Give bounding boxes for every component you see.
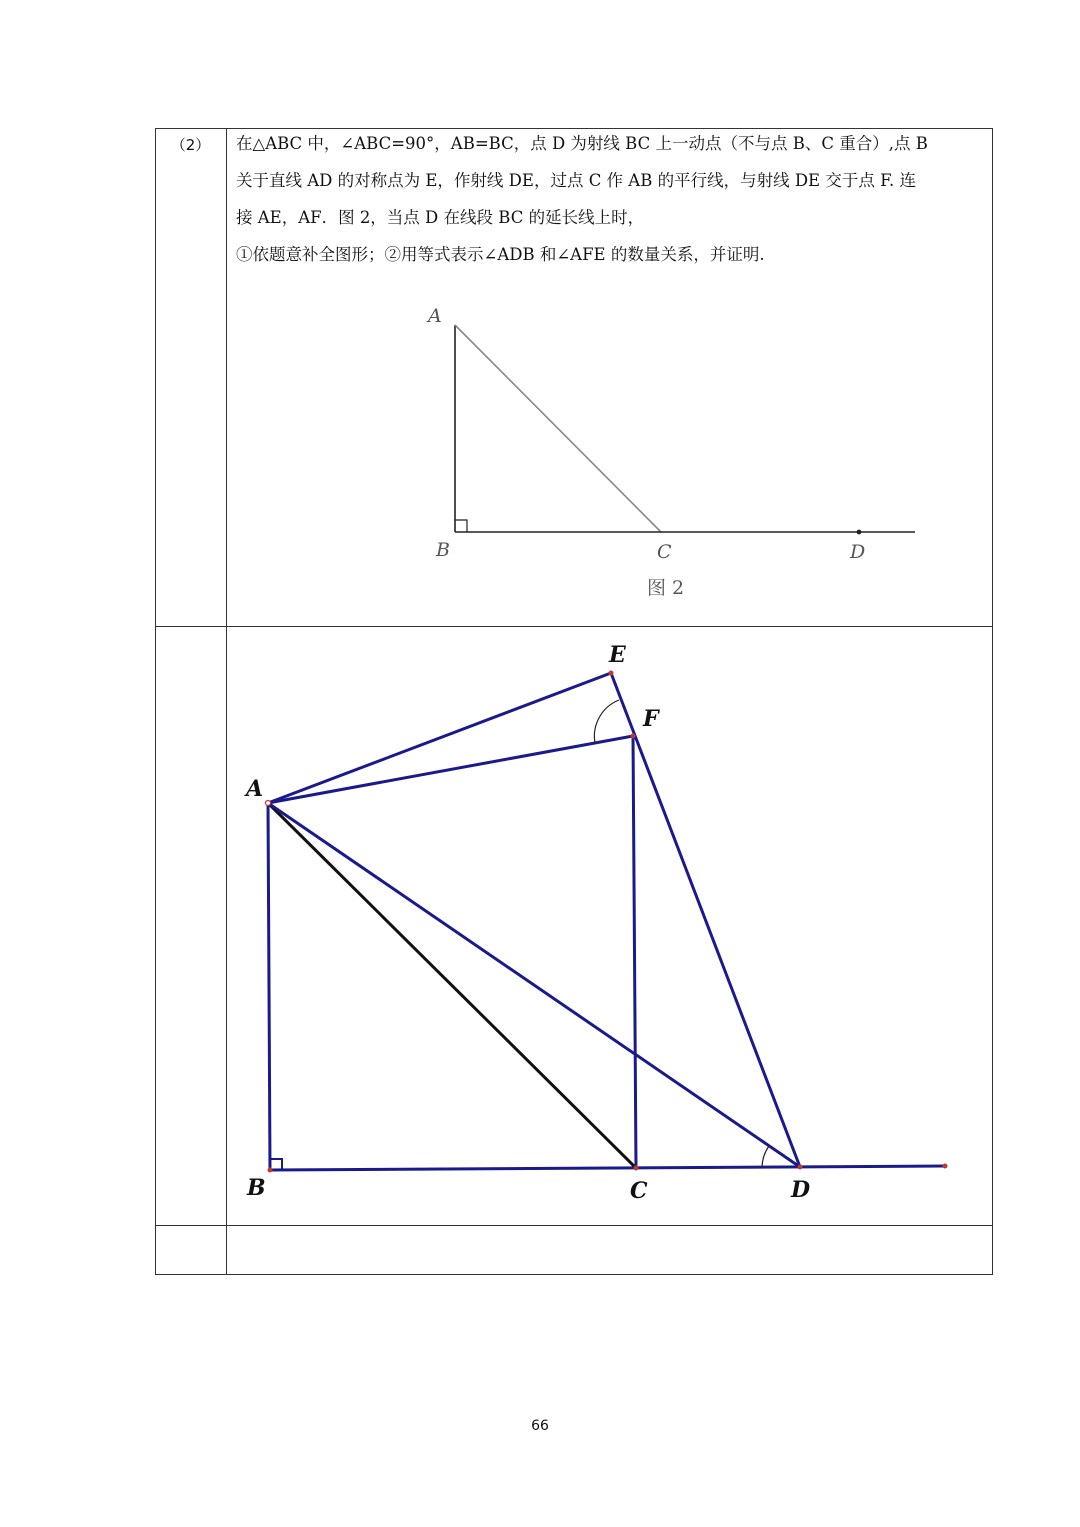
figure-caption: 图 2 xyxy=(647,577,685,599)
segment-AB xyxy=(268,803,270,1170)
point-E xyxy=(609,671,614,676)
point-C xyxy=(634,1166,639,1171)
label-B: B xyxy=(436,539,450,561)
page-number: 66 xyxy=(531,1418,549,1434)
point-D xyxy=(798,1165,803,1170)
angle-arc-ADB xyxy=(762,1146,769,1167)
label-E: E xyxy=(609,642,626,668)
segment-AF xyxy=(268,736,633,803)
label-D: D xyxy=(850,541,866,563)
label-F: F xyxy=(643,706,659,732)
segment-BD-extended xyxy=(270,1166,945,1170)
point-B xyxy=(268,1168,273,1173)
segment-AC xyxy=(268,803,636,1168)
label-C: C xyxy=(657,541,672,563)
ray-end-point xyxy=(943,1164,948,1169)
label-D: D xyxy=(791,1177,811,1203)
segment-AD xyxy=(268,803,800,1167)
problem-line: ①依题意补全图形；②用等式表示∠ADB 和∠AFE 的数量关系，并证明. xyxy=(236,245,765,264)
problem-number: （2） xyxy=(170,136,211,154)
label-A: A xyxy=(246,776,264,802)
problem-line: 关于直线 AD 的对称点为 E，作射线 DE，过点 C 作 AB 的平行线，与射线 DE 交于点 F. 连 xyxy=(236,171,916,190)
segment-AE xyxy=(268,673,611,803)
angle-arc-AFE xyxy=(594,700,619,743)
problem-line: 接 AE，AF．图 2，当点 D 在线段 BC 的延长线上时， xyxy=(236,208,645,227)
label-A: A xyxy=(428,305,442,327)
label-B: B xyxy=(247,1175,266,1201)
point-A xyxy=(266,801,271,806)
ray-DE xyxy=(611,673,800,1167)
point-F xyxy=(631,734,636,739)
problem-line: 在△ABC 中，∠ABC=90°，AB=BC，点 D 为射线 BC 上一动点（不与点 B、C 重合）,点 B xyxy=(236,134,928,153)
segment-CF xyxy=(633,736,636,1168)
label-C: C xyxy=(630,1178,648,1204)
